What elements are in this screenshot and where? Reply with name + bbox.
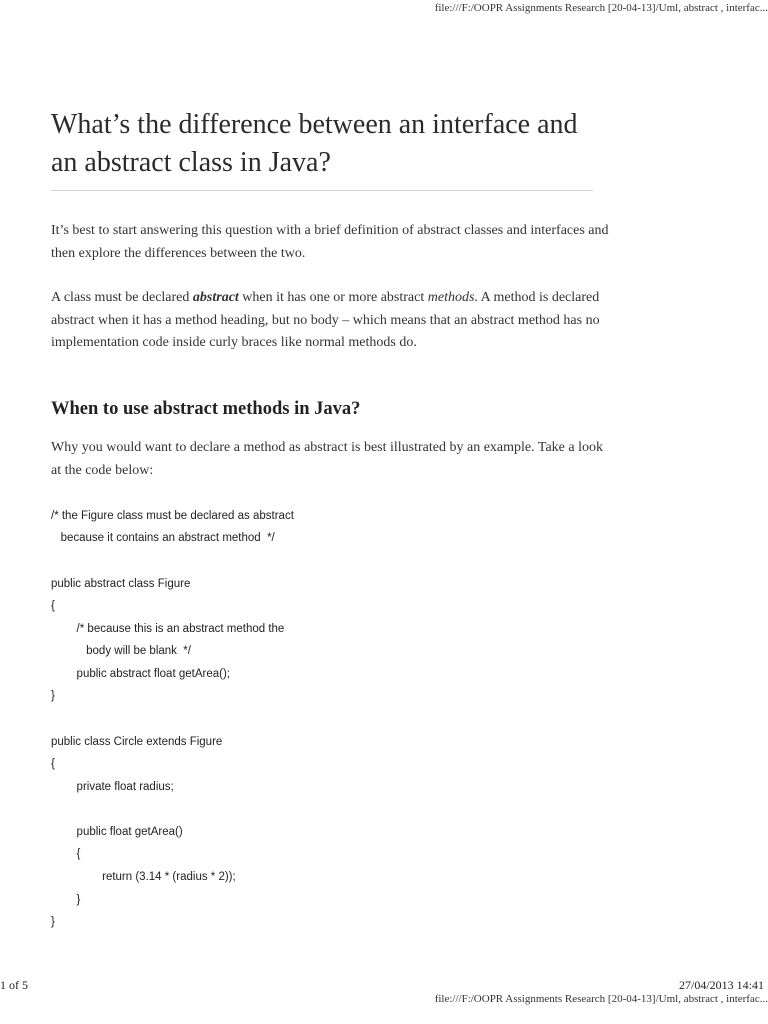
print-datetime: 27/04/2013 14:41 [678,978,764,992]
code-line: body will be blank */ [51,645,191,657]
code-line: { [51,600,55,612]
code-line: } [51,894,81,906]
example-intro-paragraph: Why you would want to declare a method as abstract is best illustrated by an example. Take a look at the code below: [51,440,603,478]
section-heading: When to use abstract methods in Java? [51,399,361,419]
code-line: public class Circle extends Figure [51,736,223,748]
title-divider [51,190,593,191]
p2-text-e: . A method is declared abstract when it has a method heading, but no body – which means that an abstract method has no implementation code inside curly braces like normal methods do. [51,290,600,350]
p2-text-c: when it has one or more abstract [238,290,428,305]
abstract-definition-paragraph [51,287,611,355]
code-line: } [51,690,55,702]
title-line-2: an abstract class in Java? [51,147,331,178]
code-line: { [51,758,55,770]
header-file-path: file:///F:/OOPR Assignments Research [20-04-13]/Uml, abstract , interfac... [434,2,768,14]
page-number: 1 of 5 [0,978,28,992]
code-line: } [51,916,55,928]
code-line: public float getArea() [51,826,183,838]
code-line: because it contains an abstract method */ [51,532,275,544]
intro-paragraph: It’s best to start answering this question with a brief definition of abstract classes and interfaces and then explore the differences between the two. [51,223,609,261]
p2-abstract-keyword: abstract [192,290,239,305]
code-line: { [51,848,81,860]
p2-methods-term: methods [427,290,475,305]
code-line: /* because this is an abstract method the [51,623,285,635]
title-line-1: What’s the difference between an interface and [51,109,578,140]
code-line: public abstract float getArea(); [51,668,230,680]
article-title [51,106,611,182]
p2-text-a: A class must be declared [51,290,193,305]
code-line: /* the Figure class must be declared as abstract [51,510,294,522]
footer-file-path: file:///F:/OOPR Assignments Research [20-04-13]/Uml, abstract , interfac... [434,993,768,1005]
code-line: return (3.14 * (radius * 2)); [51,871,236,883]
code-line: private float radius; [51,781,174,793]
code-line: public abstract class Figure [51,578,191,590]
